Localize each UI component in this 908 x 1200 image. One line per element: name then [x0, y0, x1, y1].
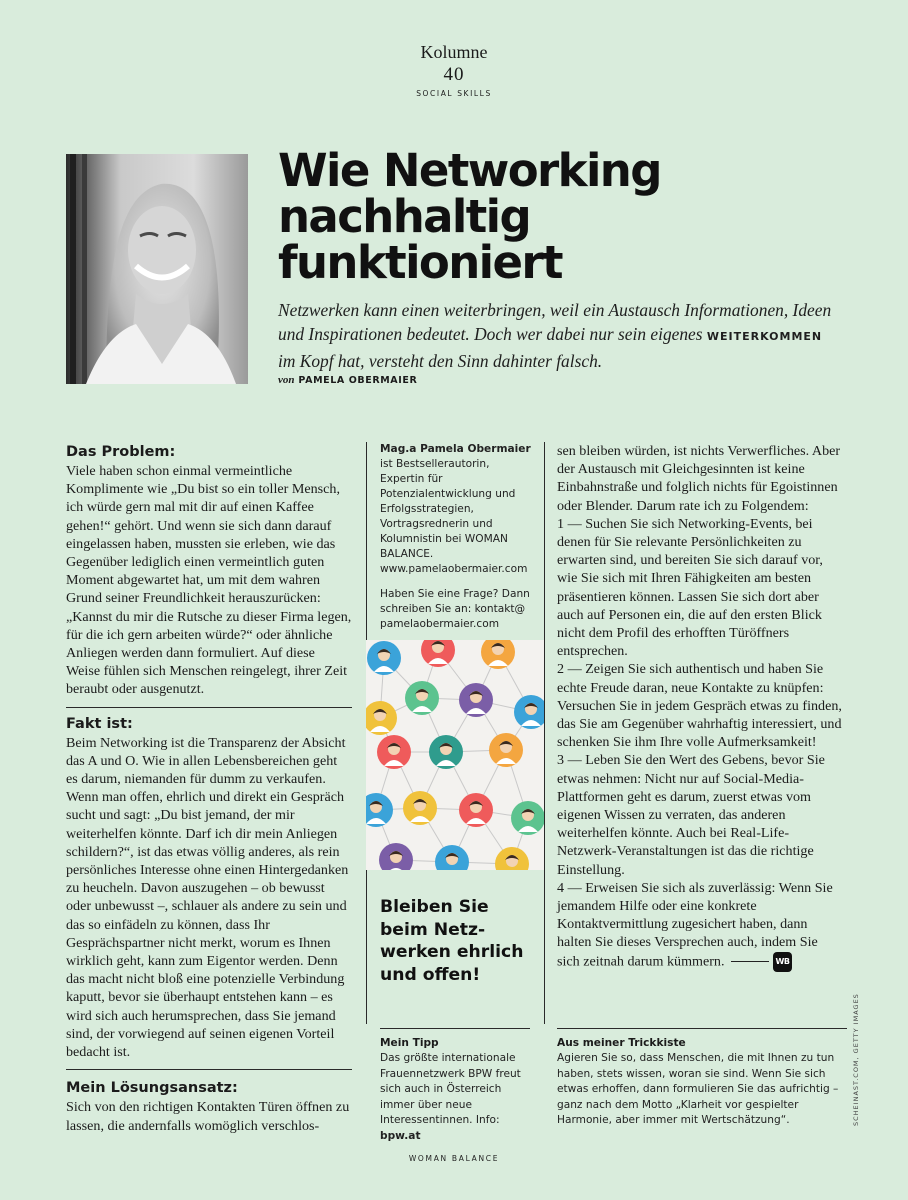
- tip-item: 2 — Zeigen Sie sich authentisch und haben Sie echte Freude daran, neue Kontakte zu knüpfen: Versuchen Sie in jedem Gespräch etwas zu finden, das Sie am Gegenüber wahrhaftig interessiert, und schenken Sie ihm Ihre volle Aufmerksamkeit!: [557, 661, 842, 751]
- title-line: nachhaltig: [278, 190, 531, 243]
- person-avatar-icon: [514, 695, 544, 729]
- column-number: 40: [443, 64, 465, 85]
- person-avatar-icon: [377, 735, 411, 769]
- byline-prefix: von: [278, 374, 295, 386]
- section-heading: Mein Lösungsansatz:: [66, 1080, 238, 1097]
- section-text: Beim Networking ist die Transparenz der Absicht das A und O. Wie in allen Lebensbereichen geht es darum, niemanden für dumm zu verkaufen. Wenn man offen, ehrlich und direkt ein Gespräch sucht und sagt: „Du bist jemand, der mir weiterhelfen könnte. Darf ich dir mein Anliegen schildern?“, ist das etwas völlig anderes, als rein persönliches Interesse ohne einen Hintergedanken zu heucheln. Davon auszugehen – ob bewusst oder unbewusst –, schlauer als andere zu sein und das so einfädeln zu können, dass Ihr Gesprächspartner nicht merkt, worum es Ihnen wirklich geht, kann zum Eigentor werden. Denn das macht nicht bloß eine potenzielle Verbindung kaputt, bevor sie überhaupt entstehen kann – es wird sich auch herumsprechen, dass Sie jemand sind, der vorwiegend auf seinen eigenen Vorteil bedacht ist.: [66, 734, 349, 1061]
- person-avatar-icon: [366, 701, 397, 735]
- end-mark: [731, 952, 793, 972]
- person-avatar-icon: [421, 640, 455, 667]
- column-right: [557, 442, 843, 972]
- person-avatar-icon: [459, 793, 493, 827]
- tip-item: 3 — Leben Sie den Wert des Gebens, bevor Sie etwas nehmen: Nicht nur auf Social-Media-Plattformen geht es darum, zuerst etwas vom eigenen Wissen zu verraten, das anderen weiterhelfen könnte. Auch bei Real-Life-Netzwerk-Veranstaltungen ist das die richtige Einstellung.: [557, 752, 825, 878]
- bio-name: Mag.a Pamela Obermaier: [380, 443, 531, 455]
- divider: [380, 1028, 530, 1029]
- tip-body: Das größte internationale Frauennetzwerk BPW freut sich auch in Österreich immer über neue Interessentinnen. Info:: [380, 1052, 521, 1127]
- network-illustration: [366, 640, 544, 870]
- lead-text: im Kopf hat, versteht den Sinn dahinter falsch.: [278, 351, 603, 371]
- title-line: funktioniert: [278, 236, 562, 289]
- photo-credit: SCHEINAST.COM, GETTY IMAGES: [852, 993, 860, 1126]
- bio-website[interactable]: www.pamelaobermaier.com: [380, 563, 528, 575]
- tips-intro: sen bleiben würden, ist nichts Verwerfliches. Aber der Austausch mit Gleichgesinnten ist keine Einbahnstraße und folglich nichts für Egoistinnen oder Blender. Darum rate ich zu Folgendem:: [557, 443, 841, 514]
- tip-text: 4 — Erweisen Sie sich als zuverlässig: Wenn Sie jemandem Hilfe oder eine konkrete Kontaktvermittlung zugesichert haben, dann halten Sie dieses Versprechen auch, indem Sie sich zeitnah darum kümmern.: [557, 879, 833, 970]
- article-lead: [278, 298, 838, 373]
- pull-quote: Bleiben Sie beim Netzwerken ehrlich und offen!: [380, 897, 524, 985]
- column-topic: SOCIAL SKILLS: [416, 89, 492, 98]
- tip-item: [557, 879, 843, 972]
- section-text: Sich von den richtigen Kontakten Türen öffnen zu lassen, die andernfalls womöglich verschlos-: [66, 1099, 350, 1134]
- divider: [66, 707, 352, 708]
- lead-caps: WEITERKOMMEN: [706, 330, 823, 343]
- tip-text: [380, 1051, 536, 1145]
- title-line: Wie Networking: [278, 144, 661, 197]
- person-avatar-icon: [511, 801, 544, 835]
- person-avatar-icon: [366, 793, 393, 827]
- brand-logo-icon: WB: [773, 952, 793, 972]
- column-divider: [544, 442, 545, 884]
- divider: [557, 1028, 847, 1029]
- person-avatar-icon: [495, 847, 529, 870]
- column-divider: [366, 884, 367, 1024]
- tip-heading: Mein Tipp: [380, 1037, 439, 1049]
- person-avatar-icon: [403, 791, 437, 825]
- page-footer: WOMAN BALANCE: [408, 1154, 500, 1163]
- trick-heading: Aus meiner Trickkiste: [557, 1037, 686, 1049]
- person-avatar-icon: [367, 641, 401, 675]
- column-left: [66, 442, 352, 1135]
- tip-link[interactable]: bpw.at: [380, 1129, 421, 1142]
- person-avatar-icon: [405, 681, 439, 715]
- trick-text: Agieren Sie so, dass Menschen, die mit Ihnen zu tun haben, stets wissen, woran sie sind. Wenn Sie sich etwas erhoffen, dann formulieren Sie das aufrichtig – ganz nach dem Motto „Klarheit vor gespielter Harmonie, aber immer mit Wertschätzung“.: [557, 1052, 839, 1127]
- column-header: [0, 42, 908, 98]
- bio-question: Haben Sie eine Frage? Dann schreiben Sie an: kontakt@ pamelaobermaier.com: [380, 588, 530, 630]
- byline: [278, 374, 417, 386]
- tip-item: 1 — Suchen Sie sich Networking-Events, bei denen für Sie relevante Persönlichkeiten zu erwarten sind, und bereiten Sie sich darauf vor, wie Sie sich mit Ihren Fähigkeiten am besten präsentieren können. Lassen Sie sich dort aber auch auf Personen ein, die auf den ersten Blick nicht dem Profil des erhofften Türöffners entsprechen.: [557, 515, 823, 660]
- tip-box: [380, 1036, 536, 1145]
- trick-box: [557, 1036, 847, 1129]
- divider: [66, 1069, 352, 1070]
- author-bio: [380, 442, 536, 632]
- byline-author: PAMELA OBERMAIER: [298, 375, 418, 386]
- person-avatar-icon: [459, 683, 493, 717]
- person-avatar-icon: [481, 640, 515, 669]
- bio-text: ist Bestsellerautorin, Expertin für Potenzialentwicklung und Erfolgsstrategien, Vortragsrednerin und Kolumnistin bei WOMAN BALANCE.: [380, 458, 516, 560]
- section-text: Viele haben schon einmal vermeintliche Komplimente wie „Du bist so ein toller Mensch, ich würde gern mal mit dir auf einen Kaffee gehen!“ gehört. Und wenn sie sich dann darauf eingelassen haben, mussten sie erleben, wie das Gegenüber lediglich einen vermeintlich guten Moment abgewartet hat, um mit dem wahren Grund seiner Freundlichkeit herauszurücken: „Kannst du mir die Rutsche zu dieser Firma legen, für die ich gern arbeiten würde?“ oder ähnliche Anliegen werden dann formuliert. Auf diese Weise fühlen sich Menschen reingelegt, ihrer Zeit beraubt oder ausgenutzt.: [66, 463, 352, 698]
- article-title: [278, 144, 858, 289]
- column-kicker: Kolumne: [420, 42, 488, 62]
- column-divider: [544, 884, 545, 1024]
- section-heading: Das Problem:: [66, 444, 176, 460]
- person-avatar-icon: [435, 845, 469, 870]
- person-avatar-icon: [379, 843, 413, 870]
- author-portrait: [66, 154, 248, 384]
- person-avatar-icon: [429, 735, 463, 769]
- lead-text: Netzwerken kann einen weiterbringen, weil ein Austausch Informationen, Ideen und Inspirationen bedeutet. Doch wer dabei nur sein eigenes: [278, 300, 832, 344]
- person-avatar-icon: [489, 733, 523, 767]
- section-heading: Fakt ist:: [66, 715, 133, 732]
